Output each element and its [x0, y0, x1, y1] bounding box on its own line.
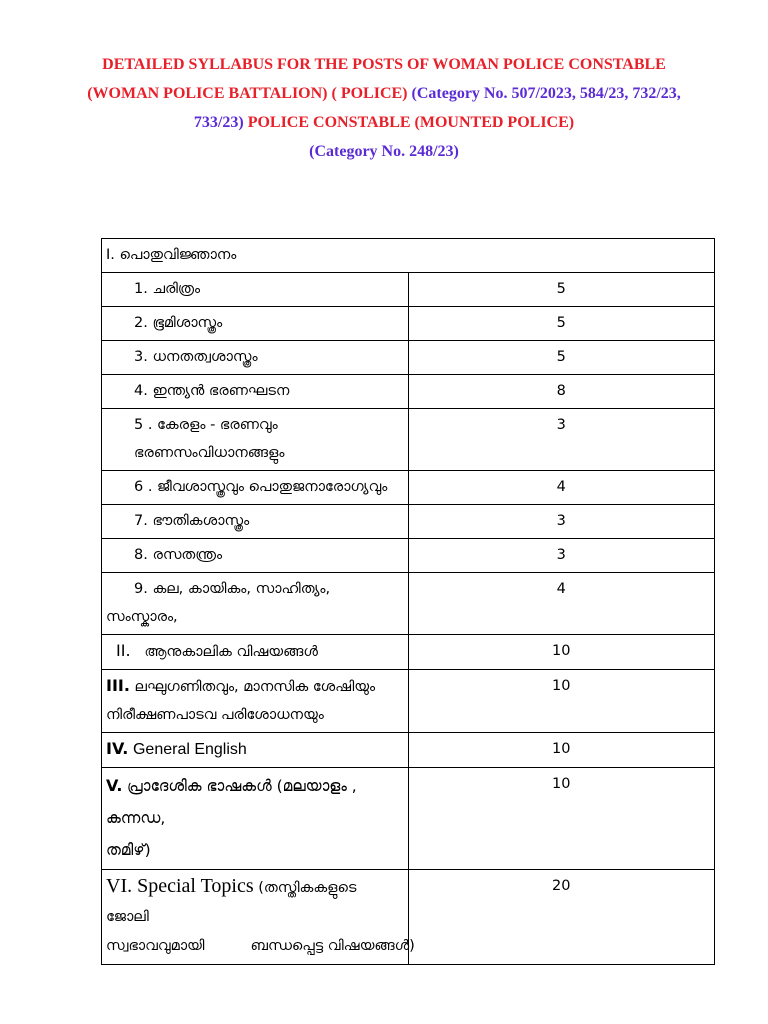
section-label: General English	[132, 741, 247, 758]
table-row	[102, 505, 715, 539]
section-label-cont: സ്വഭാവവുമായി ബന്ധപ്പെട്ട വിഷയങ്ങൾ)	[106, 938, 415, 954]
topic-label: 3. ധനതത്വശാസ്ത്രം	[102, 341, 409, 375]
topic-label: 1. ചരിത്രം	[102, 273, 409, 307]
heading-line-1	[0, 50, 768, 79]
topic-marks: 5	[408, 273, 715, 307]
section-special-topics	[102, 870, 415, 965]
heading-line-4	[0, 137, 768, 166]
syllabus-table	[101, 238, 715, 965]
table-row	[102, 273, 715, 307]
table-row-section-6	[102, 870, 715, 965]
table-row	[102, 573, 715, 635]
topic-label: 4. ഇന്ത്യൻ ഭരണഘടന	[102, 375, 409, 409]
section-current-affairs	[102, 635, 409, 670]
topic-label: 9. കല, കായികം, സാഹിത്യം,	[134, 581, 331, 597]
section-marks: 10	[408, 733, 715, 768]
topic-label: 6 . ജീവശാസ്ത്രവും പൊതുജനാരോഗ്യവും	[102, 471, 409, 505]
heading-category-mounted: (Category No. 248/23)	[309, 143, 459, 160]
section-roman: II.	[116, 641, 131, 660]
section-roman: IV.	[106, 739, 129, 758]
topic-label: 8. രസതന്ത്രം	[102, 539, 409, 573]
topic-marks: 5	[408, 341, 715, 375]
section-english	[102, 733, 409, 768]
topic-label: 7. ഭൗതികശാസ്ത്രം	[102, 505, 409, 539]
table-row	[102, 341, 715, 375]
table-row	[102, 539, 715, 573]
section-label: ആനുകാലിക വിഷയങ്ങൾ	[144, 644, 318, 660]
section-marks: 10	[408, 670, 715, 733]
section-label: ലഘുഗണിതവും, മാനസിക ശേഷിയും	[134, 679, 376, 695]
heading-line-2	[0, 79, 768, 108]
table-row	[102, 471, 715, 505]
table-row-section-4	[102, 733, 715, 768]
section-regional-languages	[102, 768, 409, 870]
table-row	[102, 409, 715, 471]
heading-mounted-police: POLICE CONSTABLE (MOUNTED POLICE)	[247, 114, 575, 131]
table-row-section-1	[102, 239, 715, 273]
table-row-section-2	[102, 635, 715, 670]
syllabus-heading	[0, 50, 768, 166]
heading-title: DETAILED SYLLABUS FOR THE POSTS OF WOMAN POLICE CONSTABLE	[102, 56, 666, 73]
topic-label-cont: ഭരണസംവിധാനങ്ങളും	[134, 445, 285, 461]
section-marks: 20	[408, 870, 715, 965]
section-label-cont: തമിഴ്)	[106, 841, 151, 859]
section-roman: V.	[106, 776, 123, 795]
topic-marks: 3	[408, 409, 715, 471]
heading-line-3	[0, 108, 768, 137]
topic-marks: 4	[408, 471, 715, 505]
heading-battalion: (WOMAN POLICE BATTALION) ( POLICE)	[87, 85, 408, 102]
topic-marks: 4	[408, 573, 715, 635]
topic-marks: 3	[408, 505, 715, 539]
topic-label-cell	[102, 573, 409, 635]
table-row-section-5	[102, 768, 715, 870]
section-label-cont: നിരീക്ഷണപാടവ പരിശോധനയും	[106, 707, 324, 723]
section-general-knowledge: I. പൊതുവിജ്ഞാനം	[102, 239, 715, 273]
topic-marks: 5	[408, 307, 715, 341]
table-row	[102, 375, 715, 409]
section-label: പ്രാദേശിക ഭാഷകൾ (മലയാളം , കന്നഡ,	[106, 777, 357, 827]
section-arithmetic	[102, 670, 409, 733]
topic-label: 5 . കേരളം - ഭരണവും	[134, 417, 278, 433]
topic-marks: 3	[408, 539, 715, 573]
section-roman: III.	[106, 676, 130, 695]
topic-marks: 8	[408, 375, 715, 409]
table-row	[102, 307, 715, 341]
heading-category-cont: 733/23)	[193, 114, 244, 131]
section-roman: VI. Special Topics	[106, 875, 254, 897]
section-marks: 10	[408, 635, 715, 670]
section-marks: 10	[408, 768, 715, 870]
heading-category-numbers: (Category No. 507/2023, 584/23, 732/23,	[411, 85, 681, 102]
section-label: (തസ്തികകളുടെ ജോലി	[106, 880, 357, 925]
topic-label-cont: സംസ്കാരം,	[106, 609, 178, 625]
table-row-section-3	[102, 670, 715, 733]
topic-label-cell	[102, 409, 409, 471]
topic-label: 2. ഭൂമിശാസ്ത്രം	[102, 307, 409, 341]
